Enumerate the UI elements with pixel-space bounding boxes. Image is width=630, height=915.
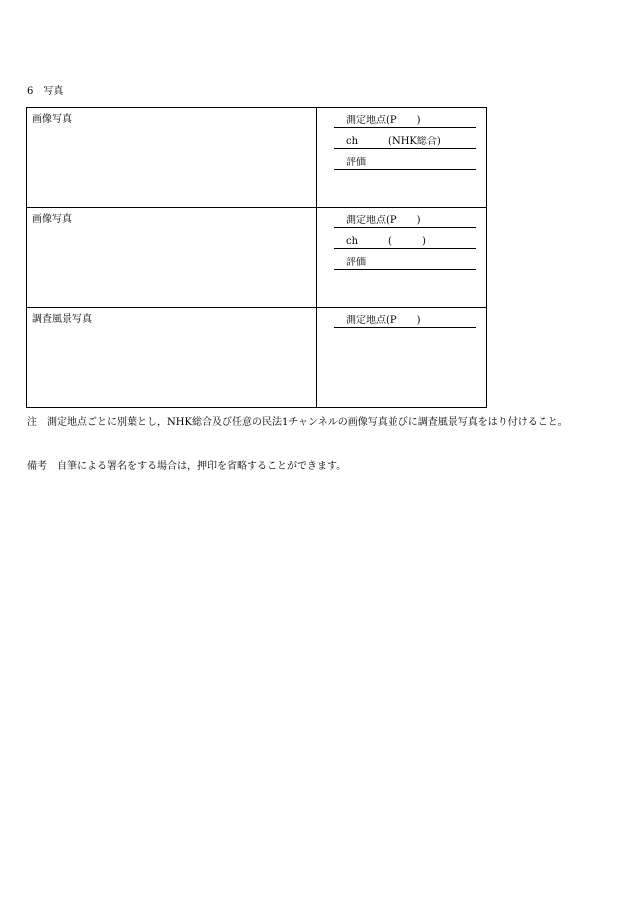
photo-cell-2 [27, 208, 317, 308]
channel-line-2: ch ( ) [334, 236, 476, 249]
measurement-point-line-2: 測定地点(P ) [334, 215, 476, 228]
note-text: 測定地点ごとに別葉とし，NHK総合及び任意の民法1チャンネルの画像写真並びに調査風景写真をはり付けること。 [47, 417, 568, 428]
info-cell-3 [317, 308, 487, 408]
photo-cell-1 [27, 108, 317, 208]
remark [27, 460, 612, 473]
channel-line-1: ch (NHK総合) [334, 136, 476, 149]
photo-cell-3 [27, 308, 317, 408]
photo-row-1 [27, 108, 487, 208]
section-title: 写真 [43, 86, 64, 97]
info-cell-2 [317, 208, 487, 308]
remark-marker: 備考 [27, 461, 47, 472]
measurement-point-line-1: 測定地点(P ) [334, 115, 476, 128]
photo-label-1: 画像写真 [32, 114, 72, 125]
note-marker: 注 [27, 417, 37, 428]
photo-table [26, 107, 487, 408]
photo-row-2 [27, 208, 487, 308]
photo-row-3 [27, 308, 487, 408]
section-heading [27, 86, 63, 98]
info-cell-1 [317, 108, 487, 208]
section-number: 6 [27, 86, 34, 97]
evaluation-line-2: 評価 [334, 257, 476, 270]
photo-label-2: 画像写真 [32, 214, 72, 225]
note [27, 416, 612, 429]
evaluation-line-1: 評価 [334, 157, 476, 170]
remark-text: 自筆による署名をする場合は，押印を省略することができます。 [57, 461, 347, 472]
measurement-point-line-3: 測定地点(P ) [334, 315, 476, 328]
photo-label-3: 調査風景写真 [32, 314, 92, 325]
